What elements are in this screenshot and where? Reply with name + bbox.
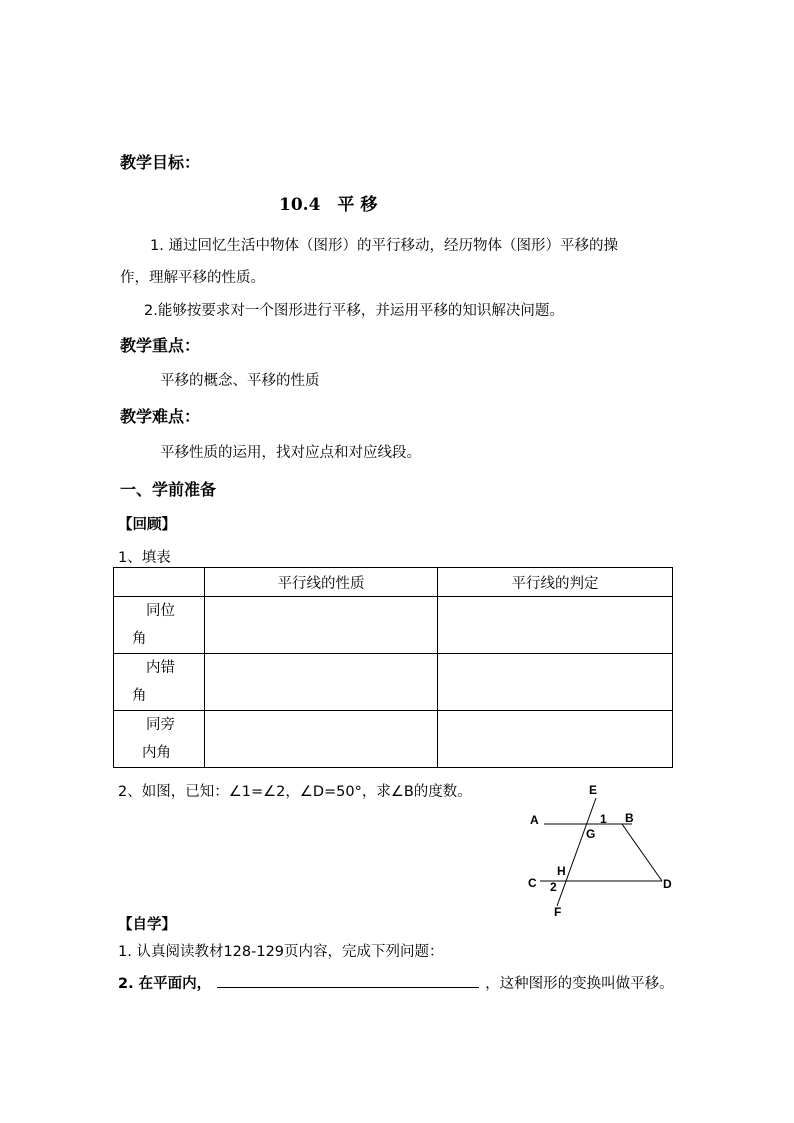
lesson-title: 10.4 平 移 [279, 195, 378, 215]
table-cell[interactable] [205, 711, 438, 768]
fill-blank[interactable] [217, 973, 479, 988]
line-ef [557, 798, 596, 906]
label-c: C [528, 876, 537, 890]
key-points-text: 平移的概念、平移的性质 [160, 373, 320, 389]
self-study-item-2-prefix: 2. 在平面内， [118, 976, 212, 992]
row-label-line: 同旁 [146, 717, 175, 733]
self-study-item-2-suffix: ，这种图形的变换叫做平移。 [485, 976, 674, 992]
table-header-cell: 平行线的判定 [438, 568, 673, 597]
table-header-cell: 平行线的性质 [205, 568, 438, 597]
table-cell[interactable] [205, 654, 438, 711]
label-g: G [586, 827, 596, 841]
review-heading: 【回顾】 [118, 517, 176, 533]
line-bd [622, 824, 662, 881]
difficulty-text: 平移性质的运用，找对应点和对应线段。 [160, 445, 421, 461]
label-f: F [554, 905, 562, 919]
label-b: B [625, 811, 634, 825]
label-e: E [589, 783, 598, 797]
difficulty-heading: 教学难点： [120, 407, 201, 426]
table-cell[interactable] [438, 597, 673, 654]
row-label [114, 654, 205, 711]
table-row [114, 711, 673, 768]
objective-line-3: 2.能够按要求对一个图形进行平移，并运用平移的知识解决问题。 [144, 303, 564, 319]
question-2-text: 2、如图，已知：∠1=∠2，∠D=50°，求∠B的度数。 [118, 784, 472, 800]
table-row [114, 654, 673, 711]
row-label-line: 角 [132, 631, 147, 647]
fill-in-table [113, 567, 673, 768]
self-study-item-2 [118, 972, 674, 993]
label-1: 1 [600, 812, 607, 826]
key-points-heading: 教学重点： [120, 336, 201, 355]
objective-line-1: 1. 通过回忆生活中物体（图形）的平行移动，经历物体（图形）平移的操 [150, 238, 618, 254]
label-h: H [557, 864, 566, 878]
table-cell[interactable] [438, 654, 673, 711]
objectives-heading: 教学目标： [120, 153, 201, 172]
self-study-item-1: 1. 认真阅读教材128-129页内容，完成下列问题： [118, 944, 444, 960]
row-label-line: 内错 [146, 660, 175, 676]
row-label [114, 711, 205, 768]
row-label-line: 角 [132, 688, 147, 704]
table-cell[interactable] [205, 597, 438, 654]
label-a: A [530, 813, 539, 827]
table-header-row [114, 568, 673, 597]
objective-line-2: 作，理解平移的性质。 [120, 270, 265, 286]
section-one-heading: 一、学前准备 [120, 480, 217, 499]
label-2: 2 [550, 880, 557, 894]
row-label-line: 内角 [142, 745, 171, 761]
row-label [114, 597, 205, 654]
table-row [114, 597, 673, 654]
label-d: D [663, 877, 672, 891]
geometry-figure [520, 780, 690, 920]
question-1-label: 1、填表 [118, 550, 171, 566]
table-cell[interactable] [438, 711, 673, 768]
row-label-line: 同位 [146, 603, 175, 619]
table-header-cell [114, 568, 205, 597]
self-study-heading: 【自学】 [118, 917, 176, 933]
